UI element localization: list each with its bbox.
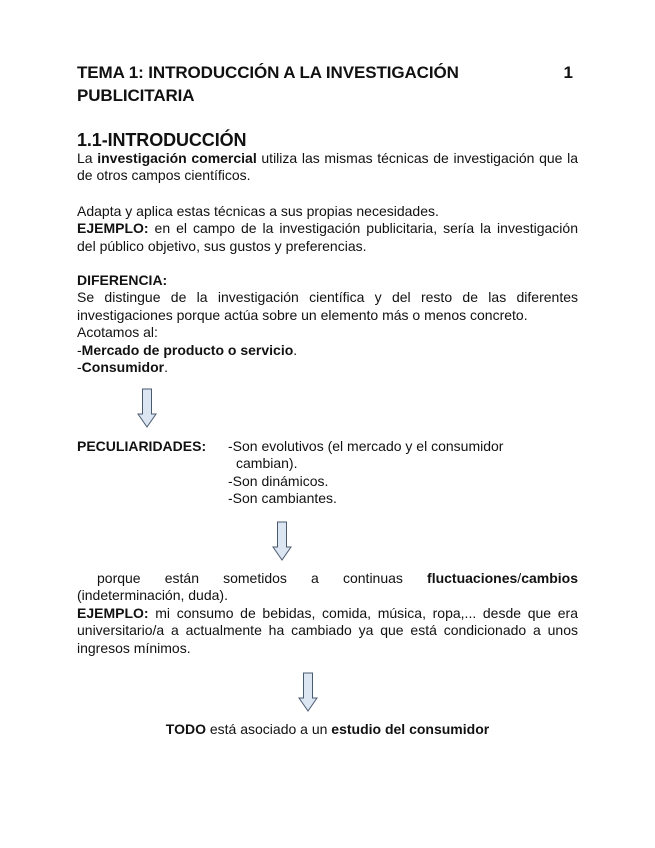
list-item-prefix: - <box>77 359 82 376</box>
conclusion-bold: TODO <box>165 721 206 737</box>
list-item-bold: Mercado de producto o servicio <box>81 341 294 358</box>
intro-prefix: La <box>77 150 98 166</box>
conclusion-bold: estudio del consumidor <box>331 721 490 737</box>
list-item-suffix: . <box>164 359 169 376</box>
difference-section <box>77 272 578 376</box>
page-number: 1 <box>563 63 573 82</box>
peculiarity-item-continuation: cambian). <box>236 455 298 472</box>
adapt-sentence: Adapta y aplica estas técnicas a sus propias necesidades. <box>77 203 439 219</box>
example-text: en el campo de la investigación publicitaria, sería la investigación del público objetivo, sus gustos y preferencias. <box>77 220 578 254</box>
down-arrow-icon <box>272 521 292 561</box>
peculiarity-item: -Son dinámicos. <box>228 472 329 489</box>
peculiarity-item: -Son cambiantes. <box>228 490 337 507</box>
list-item-prefix: - <box>77 341 82 358</box>
difference-label: DIFERENCIA: <box>77 272 168 288</box>
peculiarities-list <box>228 438 548 508</box>
fluctuations-section <box>77 570 578 657</box>
list-item <box>77 342 578 359</box>
title-row <box>77 61 577 107</box>
peculiarity-item: -Son evolutivos (el mercado y el consumidor <box>228 438 504 454</box>
intro-bold: investigación comercial <box>97 150 257 166</box>
down-arrow-icon-svg <box>137 388 157 428</box>
list-item-bold: Consumidor <box>81 359 165 376</box>
down-arrow-icon-svg <box>272 521 292 561</box>
acotamos-text: Acotamos al: <box>77 324 158 341</box>
intro-text <box>77 150 578 185</box>
peculiarities-label: PECULIARIDADES: <box>77 438 207 454</box>
adapt-paragraph <box>77 203 578 255</box>
fluctuations-text <box>77 570 578 605</box>
example-label: EJEMPLO: <box>77 604 149 621</box>
fluctuations-prefix: porque están sometidos a continuas <box>97 570 428 586</box>
down-arrow-icon <box>298 672 318 712</box>
conclusion-middle: está asociado a un <box>205 721 332 737</box>
example-paragraph <box>77 220 578 255</box>
fluctuations-bold: fluctuaciones <box>427 570 518 586</box>
intro-paragraph <box>77 150 578 185</box>
down-arrow-icon-svg <box>298 672 318 712</box>
fluctuations-slash: / <box>517 570 522 586</box>
changes-bold: cambios <box>521 570 578 586</box>
conclusion <box>77 721 578 738</box>
list-item-suffix: . <box>293 341 298 358</box>
down-arrow-icon <box>137 388 157 428</box>
section-heading: 1.1-INTRODUCCIÓN <box>77 130 247 150</box>
fluctuations-suffix: (indeterminación, duda). <box>77 587 228 604</box>
example-text: mi consumo de bebidas, comida, música, ropa,... desde que era universitario/a a actualmente ha cambiado ya que está condicionado a unos ingresos mínimos. <box>77 604 578 656</box>
page-title: TEMA 1: INTRODUCCIÓN A LA INVESTIGACIÓN PUBLICITARIA <box>77 63 459 105</box>
example-paragraph <box>77 605 578 657</box>
example-label: EJEMPLO: <box>77 220 149 237</box>
difference-text: Se distingue de la investigación científica y del resto de las diferentes investigaciones porque actúa sobre un elemento más o menos concreto. <box>77 289 578 323</box>
list-item <box>77 359 578 376</box>
intro-suffix: utiliza las mismas técnicas de investigación que la de otros campos científicos. <box>77 150 578 184</box>
